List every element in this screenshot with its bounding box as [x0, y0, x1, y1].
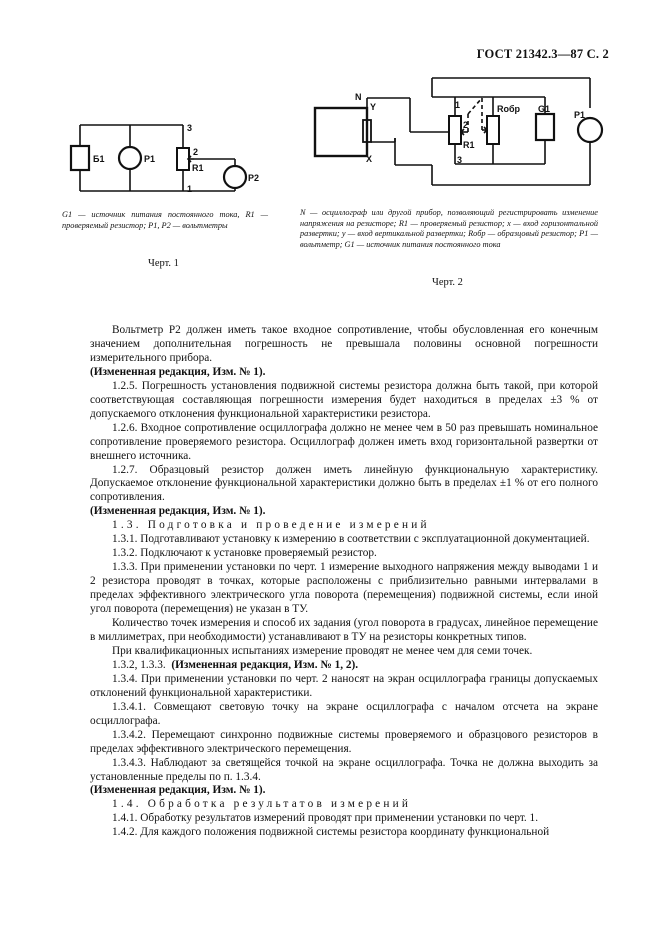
- figure-2-caption: N — осциллограф или другой прибор, позволяющий регистрировать изменение напряжения на резисторе; R1 — проверяемый резистор; x — вход горизонтальной развертки; y — вход вертикальной развертки; Rобр — образцовый резистор; Р1 — вольтметр; G1 — источник питания постоянного тока: [300, 208, 598, 249]
- figure-2-circuit: [300, 70, 610, 205]
- fig1-label-g1: Б1: [93, 154, 105, 164]
- fig2-label-r1: R1: [463, 140, 475, 150]
- edition-note: (Измененная редакция, Изм. № 1).: [90, 505, 266, 518]
- fig1-label-n1: 1: [187, 184, 193, 194]
- paragraph: 1.2.7. Образцовый резистор должен иметь линейную функциональную характеристику. Допускаемое отклонение функциональной характеристики должно быть в пределах ±1 % от его полного сопротивления.: [90, 463, 598, 504]
- section-heading: 1.4. Обработка результатов измерений: [112, 798, 412, 811]
- fig2-label-p1: Р1: [574, 110, 586, 120]
- paragraph: 1.4.2. Для каждого положения подвижной системы резистора координату функциональной: [112, 826, 550, 839]
- fig2-label-g1: G1: [538, 104, 551, 114]
- figure-1-circuit: [60, 115, 290, 205]
- fig2-label-x: X: [366, 154, 373, 164]
- paragraph: 1.3.4.1. Совмещают световую точку на экране осциллографа с началом отсчета на экране осциллографа.: [90, 700, 598, 727]
- fig1-label-p1: Р1: [144, 154, 156, 164]
- fig1-label-n2: 2: [193, 147, 199, 157]
- paragraph: 1.3.1. Подготавливают установку к измерению в соответствии с эксплуатационной документацией.: [112, 533, 590, 546]
- paragraph: При квалификационных испытаниях измерение проводят не менее чем для семи точек.: [112, 644, 533, 657]
- fig2-label-n2: 2: [463, 120, 469, 130]
- fig2-label-n: N: [355, 92, 362, 102]
- fig2-label-n3: 3: [457, 155, 463, 165]
- page-header: ГОСТ 21342.3—87 С. 2: [476, 47, 609, 61]
- figure-1-caption: G1 — источник питания постоянного тока, R1 — проверяемый резистор; Р1, Р2 — вольтметры: [62, 210, 268, 230]
- paragraph: 1.3.4.2. Перемещают синхронно подвижные системы проверяемого и образцового резисторов в пределах эффективного электрического перемещения.: [90, 728, 598, 755]
- paragraph: 1.4.1. Обработку результатов измерений проводят при применении установки по черт. 1.: [112, 812, 539, 825]
- paragraph: 1.3.4.3. Наблюдают за светящейся точкой на экране осциллографа. Точка не должна выходить за установленные пределы по п. 1.3.4.: [90, 756, 598, 783]
- edition-note: (Измененная редакция, Изм. № 1).: [90, 365, 266, 378]
- section-heading: 1.3. Подготовка и проведение измерений: [112, 519, 430, 532]
- paragraph: 1.3.2. Подключают к установке проверяемый резистор.: [112, 547, 377, 560]
- paragraph: [90, 659, 598, 673]
- fig1-label-r1: R1: [192, 163, 204, 173]
- fig1-label-n3: 3: [187, 123, 193, 133]
- fig2-label-robr: Rобр: [497, 104, 521, 114]
- fig2-label-y: Y: [370, 102, 377, 112]
- edition-note: (Измененная редакция, Изм. № 1, 2).: [171, 658, 359, 671]
- clause-ref: 1.3.2, 1.3.3.: [112, 658, 166, 671]
- paragraph: 1.2.6. Входное сопротивление осциллографа должно не менее чем в 50 раз превышать номинальное сопротивление проверяемого резистора. Осциллограф должен иметь вход горизонтальной развертки от внешнего источника.: [90, 421, 598, 462]
- fig1-label-p2: Р2: [248, 173, 260, 183]
- figure-2-title: Черт. 2: [432, 277, 463, 288]
- edition-note: (Измененная редакция, Изм. № 1).: [90, 784, 266, 797]
- paragraph: 1.3.3. При применении установки по черт. 1 измерение выходного напряжения между выводами 1 и 2 резистора проводят в точках, которые расположены с приблизительно равными интервалами в пределах эффективного электрического угла поворота (перемещения) подвижной системы, если иной угол поворота (перемещения) не указан в ТУ.: [90, 561, 598, 616]
- paragraph: Вольтметр Р2 должен иметь такое входное сопротивление, чтобы обусловленная его конечным значением дополнительная погрешность не превышала половины основной погрешности измерительного прибора.: [90, 324, 598, 364]
- body-text: [90, 324, 598, 840]
- paragraph: 1.2.5. Погрешность установления подвижной системы резистора должна быть такой, при которой соответствующая составляющая погрешности измерения будет находиться в пределах ±3 % от допускаемого отклонения функциональной характеристики резистора.: [90, 379, 598, 420]
- paragraph: 1.3.4. При применении установки по черт. 2 наносят на экран осциллографа границы допускаемых отклонений функциональной характеристики.: [90, 672, 598, 699]
- fig2-label-n1: 1: [455, 100, 461, 110]
- paragraph: Количество точек измерения и способ их задания (угол поворота в градусах, линейное перемещение в миллиметрах, при необходимости) устанавливают в ТУ на резисторы конкретных типов.: [90, 617, 598, 643]
- figure-1-title: Черт. 1: [148, 258, 179, 269]
